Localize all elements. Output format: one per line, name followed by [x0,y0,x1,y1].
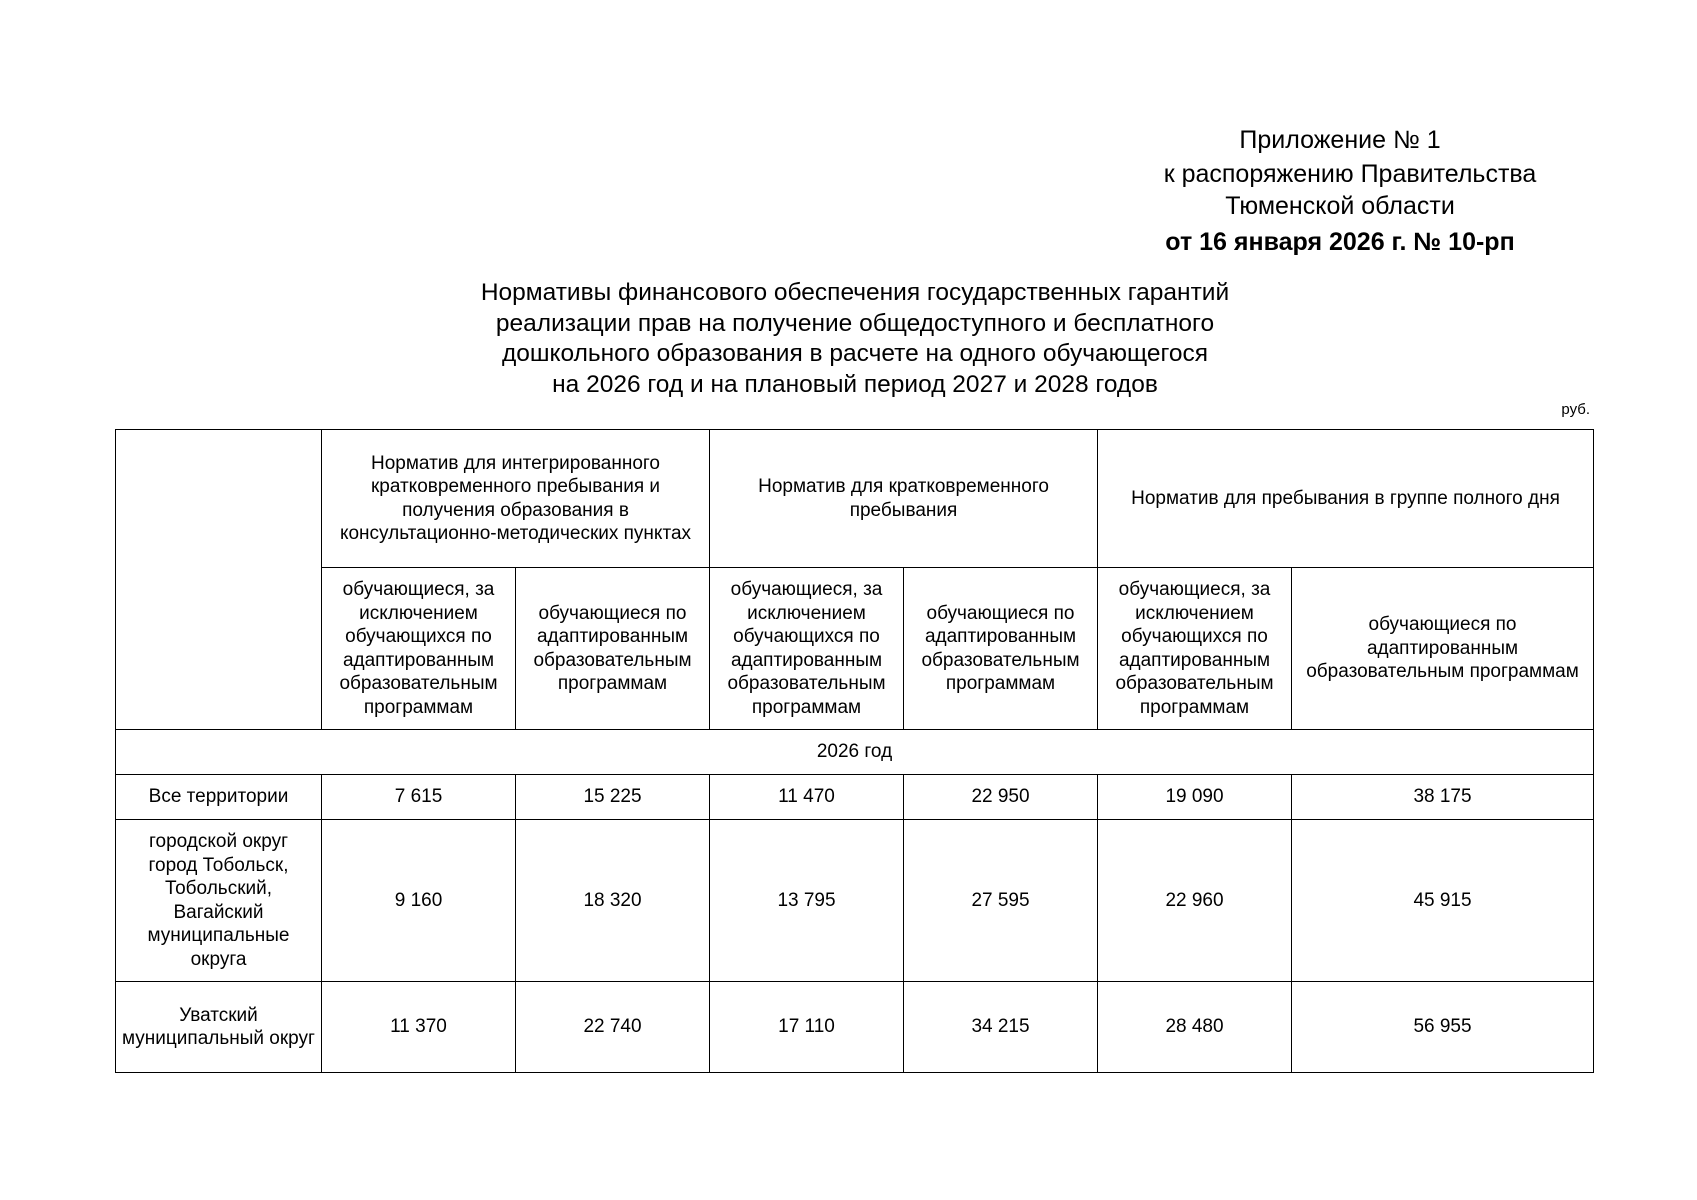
appendix-date: от 16 января 2026 г. № 10-рп [1165,228,1515,256]
currency-unit: руб. [1561,401,1590,418]
row-name: Уватский муниципальный округ [116,982,322,1073]
appendix-region: Тюменской области [1225,192,1455,220]
value-cell: 38 175 [1292,775,1594,820]
group-header-full-day: Норматив для пребывания в группе полного дня [1098,430,1594,568]
value-cell: 13 795 [710,820,904,982]
sub-header-row [116,568,1594,730]
table-row [116,775,1594,820]
title-line-3: дошкольного образования в расчете на одного обучающегося [501,340,1209,367]
value-cell: 34 215 [904,982,1098,1073]
table-row [116,820,1594,982]
value-cell: 7 615 [322,775,516,820]
table-row [116,982,1594,1073]
value-cell: 22 950 [904,775,1098,820]
sub-header-cell: обучающиеся, за исключением обучающихся по адаптированным образовательным программам [1098,568,1292,730]
value-cell: 17 110 [710,982,904,1073]
value-cell: 28 480 [1098,982,1292,1073]
value-cell: 19 090 [1098,775,1292,820]
title-line-2: реализации прав на получение общедоступного и бесплатного [495,309,1215,337]
value-cell: 18 320 [516,820,710,982]
row-name: городской округ город Тобольск, Тобольский, Вагайский муниципальные округа [116,820,322,982]
value-cell: 27 595 [904,820,1098,982]
value-cell: 45 915 [1292,820,1594,982]
title-line-4: на 2026 год и на плановый период 2027 и 2028 годов [552,370,1158,398]
value-cell: 11 470 [710,775,904,820]
sub-header-cell: обучающиеся по адаптированным образовательным программам [904,568,1098,730]
appendix-number: Приложение № 1 [1239,126,1441,154]
year-row [116,730,1594,775]
corner-cell [116,430,322,730]
sub-header-cell: обучающиеся, за исключением обучающихся по адаптированным образовательным программам [710,568,904,730]
value-cell: 9 160 [322,820,516,982]
value-cell: 56 955 [1292,982,1594,1073]
appendix-reference: к распоряжению Правительства [1163,160,1537,188]
document-title [330,278,1380,400]
title-line-1: Нормативы финансового обеспечения государственных гарантий [480,279,1230,306]
value-cell: 15 225 [516,775,710,820]
group-header-consult: Норматив для интегрированного кратковременного пребывания и получения образования в консультационно-методических пунктах [322,430,710,568]
value-cell: 22 740 [516,982,710,1073]
norms-table [115,429,1594,1073]
sub-header-cell: обучающиеся по адаптированным образовательным программам [1292,568,1594,730]
group-header-row [116,430,1594,568]
sub-header-cell: обучающиеся, за исключением обучающихся по адаптированным образовательным программам [322,568,516,730]
group-header-short-stay: Норматив для кратковременного пребывания [710,430,1098,568]
value-cell: 11 370 [322,982,516,1073]
sub-header-cell: обучающиеся по адаптированным образовательным программам [516,568,710,730]
year-label: 2026 год [116,730,1594,775]
value-cell: 22 960 [1098,820,1292,982]
row-name: Все территории [116,775,322,820]
